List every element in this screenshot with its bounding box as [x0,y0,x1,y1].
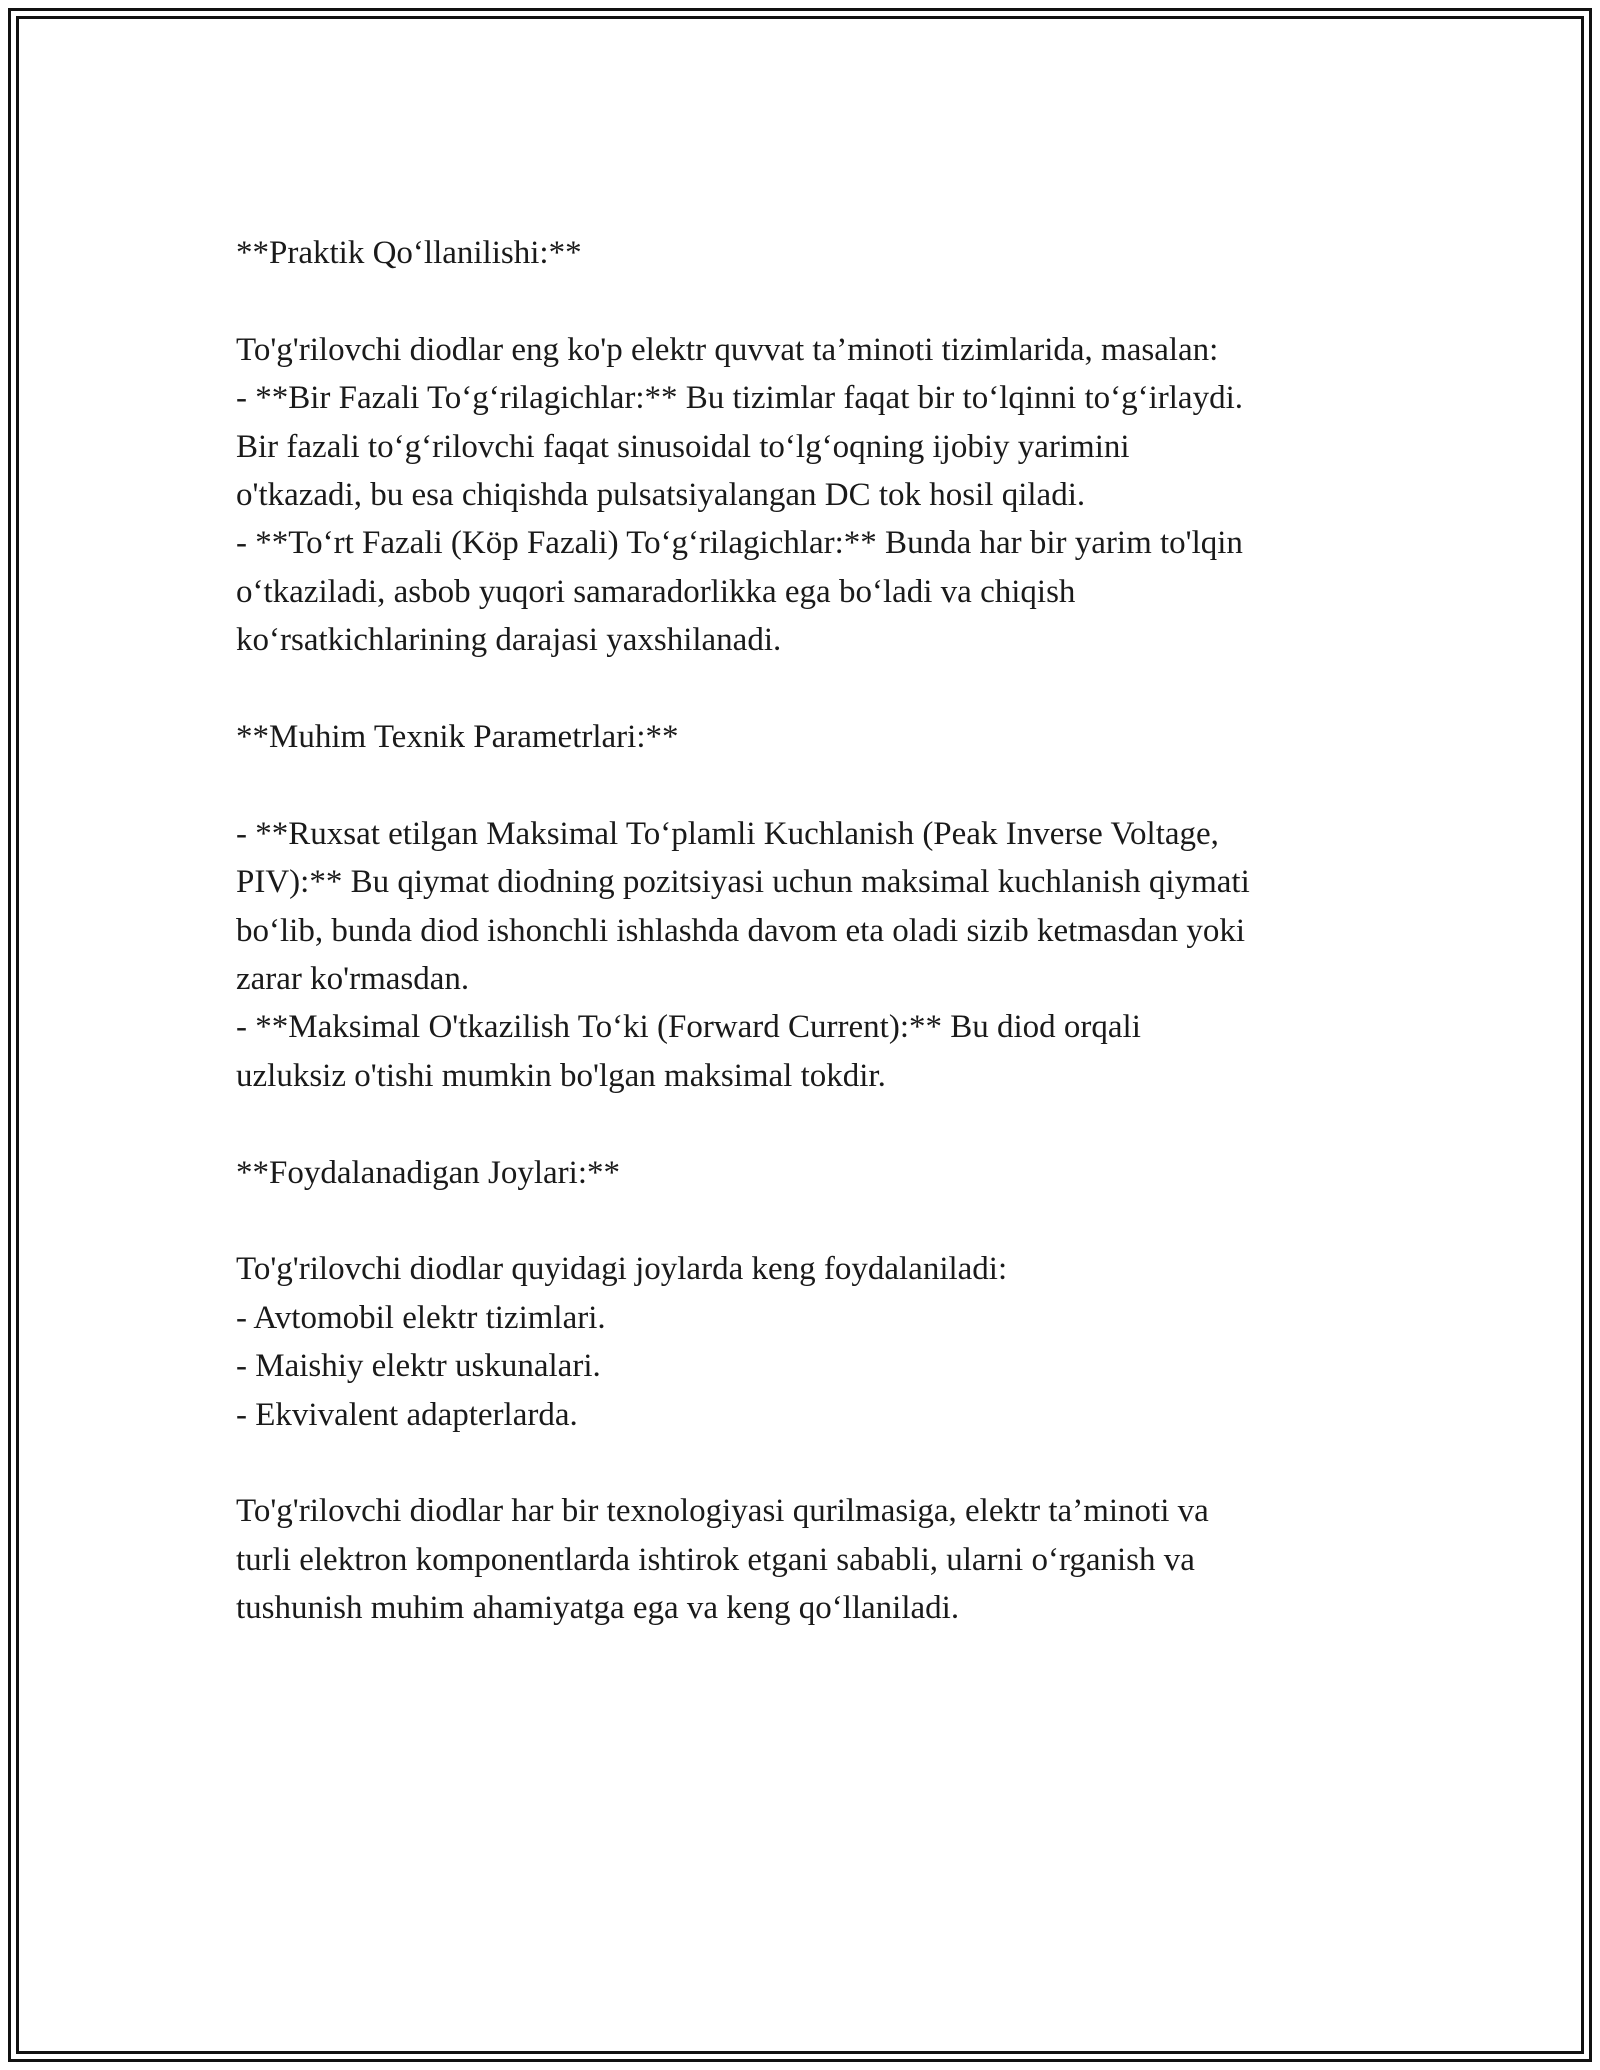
text-line: zarar ko'rmasdan. [236,961,470,998]
list-item: - Maishiy elektr uskunalari. [236,1348,601,1385]
closing-line: turli elektron komponentlarda ishtirok etgani sababli, ularni o‘rganish va [236,1541,1195,1578]
section-heading-joylari: **Foydalanadigan Joylari:** [236,1154,621,1191]
paragraph-gap [236,1439,1376,1487]
text-line: To'g'rilovchi diodlar eng ko'p elektr quvvat ta’minoti tizimlarida, masalan: [236,331,1219,368]
paragraph-gap [236,1197,1376,1245]
text-line: uzluksiz o'tishi mumkin bo'lgan maksimal tokdir. [236,1057,886,1094]
paragraph-gap [236,277,1376,325]
closing-line: tushunish muhim ahamiyatga ega va keng qo‘llaniladi. [236,1590,960,1627]
text-line: Bir fazali to‘g‘rilovchi faqat sinusoidal to‘lg‘oqning ijobiy yarimini [236,428,1130,465]
document-body [236,229,1376,1633]
text-line: bo‘lib, bunda diod ishonchli ishlashda davom eta oladi sizib ketmasdan yoki [236,912,1246,949]
text-line: PIV):** Bu qiymat diodning pozitsiyasi uchun maksimal kuchlanish qiymati [236,864,1250,901]
list-item: - Ekvivalent adapterlarda. [236,1396,578,1433]
list-item: - **Bir Fazali To‘g‘rilagichlar:** Bu tizimlar faqat bir to‘lqinni to‘g‘irlaydi. [236,380,1243,417]
paragraph-gap [236,761,1376,809]
list-item: - Avtomobil elektr tizimlari. [236,1299,606,1336]
list-item: - **Ruxsat etilgan Maksimal To‘plamli Kuchlanish (Peak Inverse Voltage, [236,815,1219,852]
section-heading-praktik: **Praktik Qo‘llanilishi:** [236,235,582,271]
text-line: To'g'rilovchi diodlar quyidagi joylarda keng foydalaniladi: [236,1251,1008,1288]
section-heading-parametrlar: **Muhim Texnik Parametrlari:** [236,719,679,756]
list-item: - **Maksimal O'tkazilish To‘ki (Forward Current):** Bu diod orqali [236,1009,1141,1046]
text-line: o'tkazadi, bu esa chiqishda pulsatsiyalangan DC tok hosil qiladi. [236,477,1086,514]
paragraph-gap [236,1100,1376,1148]
closing-line: To'g'rilovchi diodlar har bir texnologiyasi qurilmasiga, elektr ta’minoti va [236,1493,1209,1530]
paragraph-gap [236,665,1376,713]
text-line: ko‘rsatkichlarining darajasi yaxshilanadi. [236,622,782,659]
list-item: - **To‘rt Fazali (Köp Fazali) To‘g‘rilagichlar:** Bunda har bir yarim to'lqin [236,525,1243,562]
text-line: o‘tkaziladi, asbob yuqori samaradorlikka ega bo‘ladi va chiqish [236,573,1076,610]
